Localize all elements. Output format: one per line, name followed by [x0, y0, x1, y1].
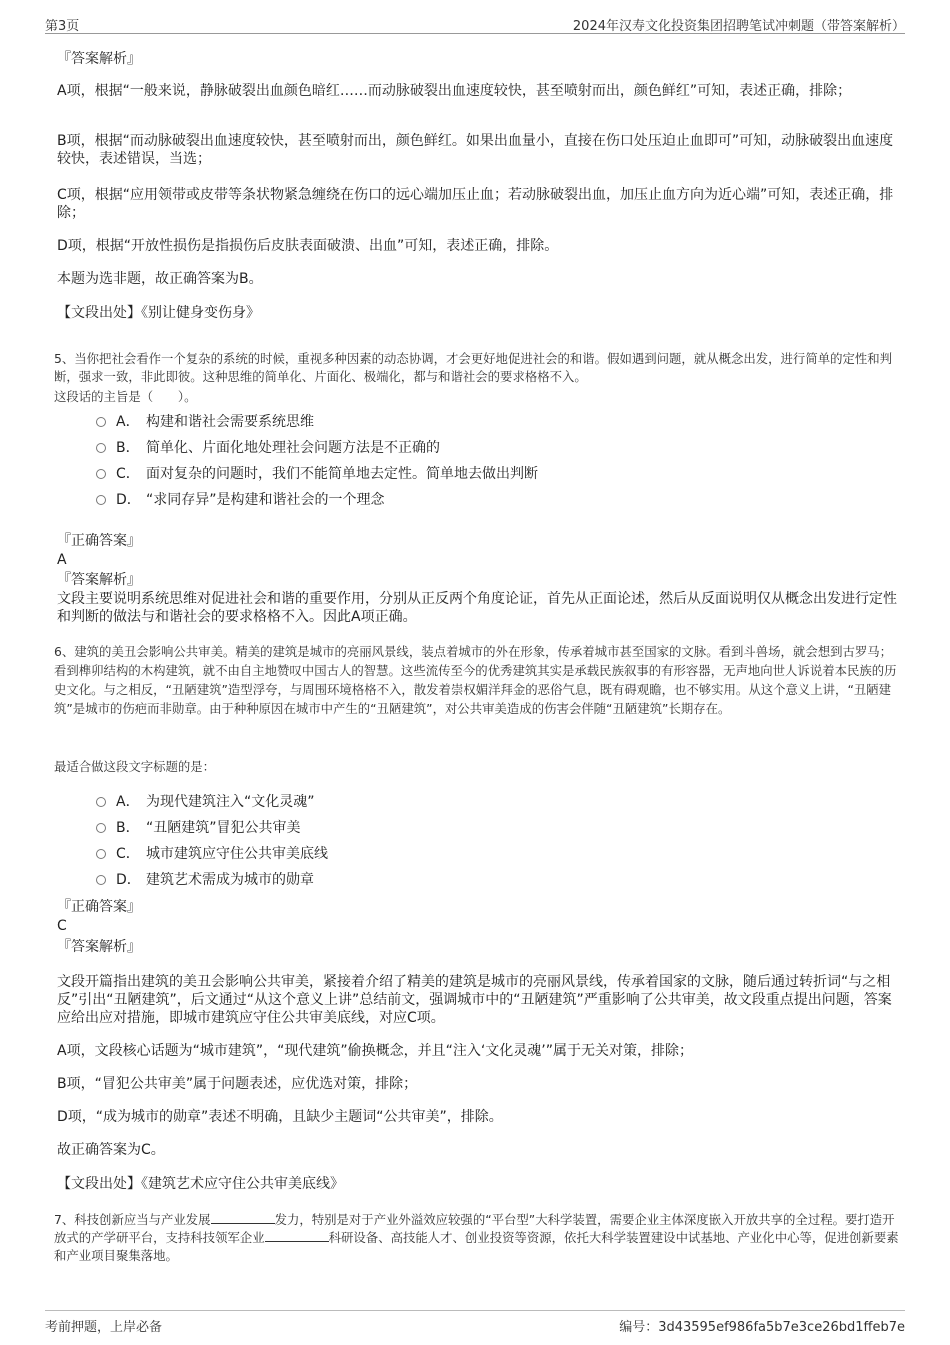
q6-stem: 6、建筑的美丑会影响公共审美。精美的建筑是城市的亮丽风景线，装点着城市的外在形象，传承着城市甚至国家的文脉。看到斗兽场，就会想到古罗马；看到榫卯结构的木构建筑，就不由自主地赞叹中国古人的智慧。这些流传至今的优秀建筑其实是承载民族叙事的有形容器，无声地向世人诉说着本民族的历史文化。与之相反，“丑陋建筑”造型浮夸，与周围环境格格不入，散发着崇权媚洋拜金的恶俗气息，既有碍观瞻，也不够实用。从这个意义上讲，“丑陋建筑”是城市的伤疤而非勋章。由于种种原因在城市中产生的“丑陋建筑”，对公共审美造成的伤害会伴随“丑陋建筑”长期存在。	[54, 644, 897, 716]
page-number: 第3页	[45, 19, 80, 34]
document-title: 2024年汉寿文化投资集团招聘笔试冲刺题（带答案解析）	[572, 19, 905, 34]
q6-conclusion: 故正确答案为C。	[57, 1142, 165, 1158]
q4-analysis-a: A项，根据“一般来说，静脉破裂出血颜色暗红……而动脉破裂出血速度较快，甚至喷射而出，颜色鲜红”可知，表述正确，排除；	[57, 83, 852, 99]
q5-analysis-label: 『答案解析』	[57, 572, 141, 588]
q6-analysis: 文段开篇指出建筑的美丑会影响公共审美，紧接着介绍了精美的建筑是城市的亮丽风景线，传承着国家的文脉，随后通过转折词“与之相反”引出“丑陋建筑”，后文通过“从这个意义上讲”总结前文，强调城市中的“丑陋建筑”严重影响了公共审美，故文段重点提出问题，答案应给出应对措施，即城市建筑应守住公共审美底线，对应C项。	[57, 974, 892, 1026]
q4-analysis-label: 『答案解析』	[57, 51, 141, 67]
q6-answer: C	[57, 918, 67, 934]
q5-option-b[interactable]: B． 简单化、片面化地处理社会问题方法是不正确的	[96, 439, 440, 457]
page-footer	[45, 1310, 905, 1338]
radio-icon[interactable]	[96, 443, 106, 453]
q5-analysis: 文段主要说明系统思维对促进社会和谐的重要作用，分别从正反两个角度论证，首先从正面论述，然后从反面说明仅从概念出发进行定性和判断的做法与和谐社会的要求格格不入。因此A项正确。	[57, 591, 897, 625]
q4-source: 【文段出处】《别让健身变伤身》	[57, 305, 260, 321]
q5-stem: 5、当你把社会看作一个复杂的系统的时候，重视多种因素的动态协调，才会更好地促进社会的和谐。假如遇到问题，就从概念出发，进行简单的定性和判断，强求一致，非此即彼。这种思维的简单化、片面化、极端化，都与和谐社会的要求格格不入。	[54, 351, 893, 384]
q5-option-c[interactable]: C． 面对复杂的问题时，我们不能简单地去定性。简单地去做出判断	[96, 465, 538, 483]
q6-analysis-b: B项，“冒犯公共审美”属于问题表述，应优选对策，排除；	[57, 1076, 418, 1092]
q6-source: 【文段出处】《建筑艺术应守住公共审美底线》	[57, 1176, 344, 1192]
fill-blank-2[interactable]	[265, 1230, 329, 1242]
q4-analysis-c: C项，根据“应用领带或皮带等条状物紧急缠绕在伤口的远心端加压止血；若动脉破裂出血，加压止血方向为近心端”可知，表述正确，排除；	[57, 187, 894, 221]
radio-icon[interactable]	[96, 417, 106, 427]
q4-analysis-b: B项，根据“而动脉破裂出血速度较快，甚至喷射而出，颜色鲜红。如果出血量小，直接在伤口处压迫止血即可”可知，动脉破裂出血速度较快，表述错误，当选；	[57, 133, 894, 167]
q6-analysis-d: D项，“成为城市的勋章”表述不明确，且缺少主题词“公共审美”，排除。	[57, 1109, 503, 1125]
q7-stem: 7、科技创新应当与产业发展 发力，特别是对于产业外溢效应较强的“平台型”大科学装置，需要企业主体深度嵌入开放共享的全过程。要打造开放式的产学研平台，支持科技领军企业 科研设备、高技能人才、创业投资等资源，依托大科学装置建设中试基地、产业化中心等，促进创新要素和产业项目聚集落地。	[54, 1212, 899, 1263]
q5-option-d[interactable]: D． “求同存异”是构建和谐社会的一个理念	[96, 491, 385, 509]
q5-ask: 这段话的主旨是（ ）。	[54, 389, 197, 404]
radio-icon[interactable]	[96, 849, 106, 859]
page-header	[45, 12, 905, 34]
fill-blank-1[interactable]	[211, 1212, 275, 1224]
q6-ask: 最适合做这段文字标题的是：	[54, 759, 216, 774]
q4-conclusion: 本题为选非题，故正确答案为B。	[57, 271, 263, 287]
radio-icon[interactable]	[96, 823, 106, 833]
q6-option-a[interactable]: A． 为现代建筑注入“文化灵魂”	[96, 793, 315, 811]
q6-analysis-label: 『答案解析』	[57, 939, 141, 955]
q6-option-d[interactable]: D． 建筑艺术需成为城市的勋章	[96, 871, 314, 889]
footer-slogan: 考前押题，上岸必备	[45, 1320, 163, 1335]
radio-icon[interactable]	[96, 469, 106, 479]
radio-icon[interactable]	[96, 875, 106, 885]
q6-answer-label: 『正确答案』	[57, 899, 141, 915]
q6-option-c[interactable]: C． 城市建筑应守住公共审美底线	[96, 845, 328, 863]
q5-option-a[interactable]: A． 构建和谐社会需要系统思维	[96, 413, 314, 431]
q5-answer: A	[57, 552, 67, 568]
q4-analysis-d: D项，根据“开放性损伤是指损伤后皮肤表面破溃、出血”可知，表述正确，排除。	[57, 238, 559, 254]
q6-option-b[interactable]: B． “丑陋建筑”冒犯公共审美	[96, 819, 301, 837]
q6-analysis-a: A项，文段核心话题为“城市建筑”，“现代建筑”偷换概念，并且“注入‘文化灵魂’”属于无关对策，排除；	[57, 1043, 693, 1059]
radio-icon[interactable]	[96, 797, 106, 807]
document-code: 编号：3d43595ef986fa5b7e3ce26bd1ffeb7e	[619, 1320, 905, 1335]
radio-icon[interactable]	[96, 495, 106, 505]
q5-answer-label: 『正确答案』	[57, 533, 141, 549]
